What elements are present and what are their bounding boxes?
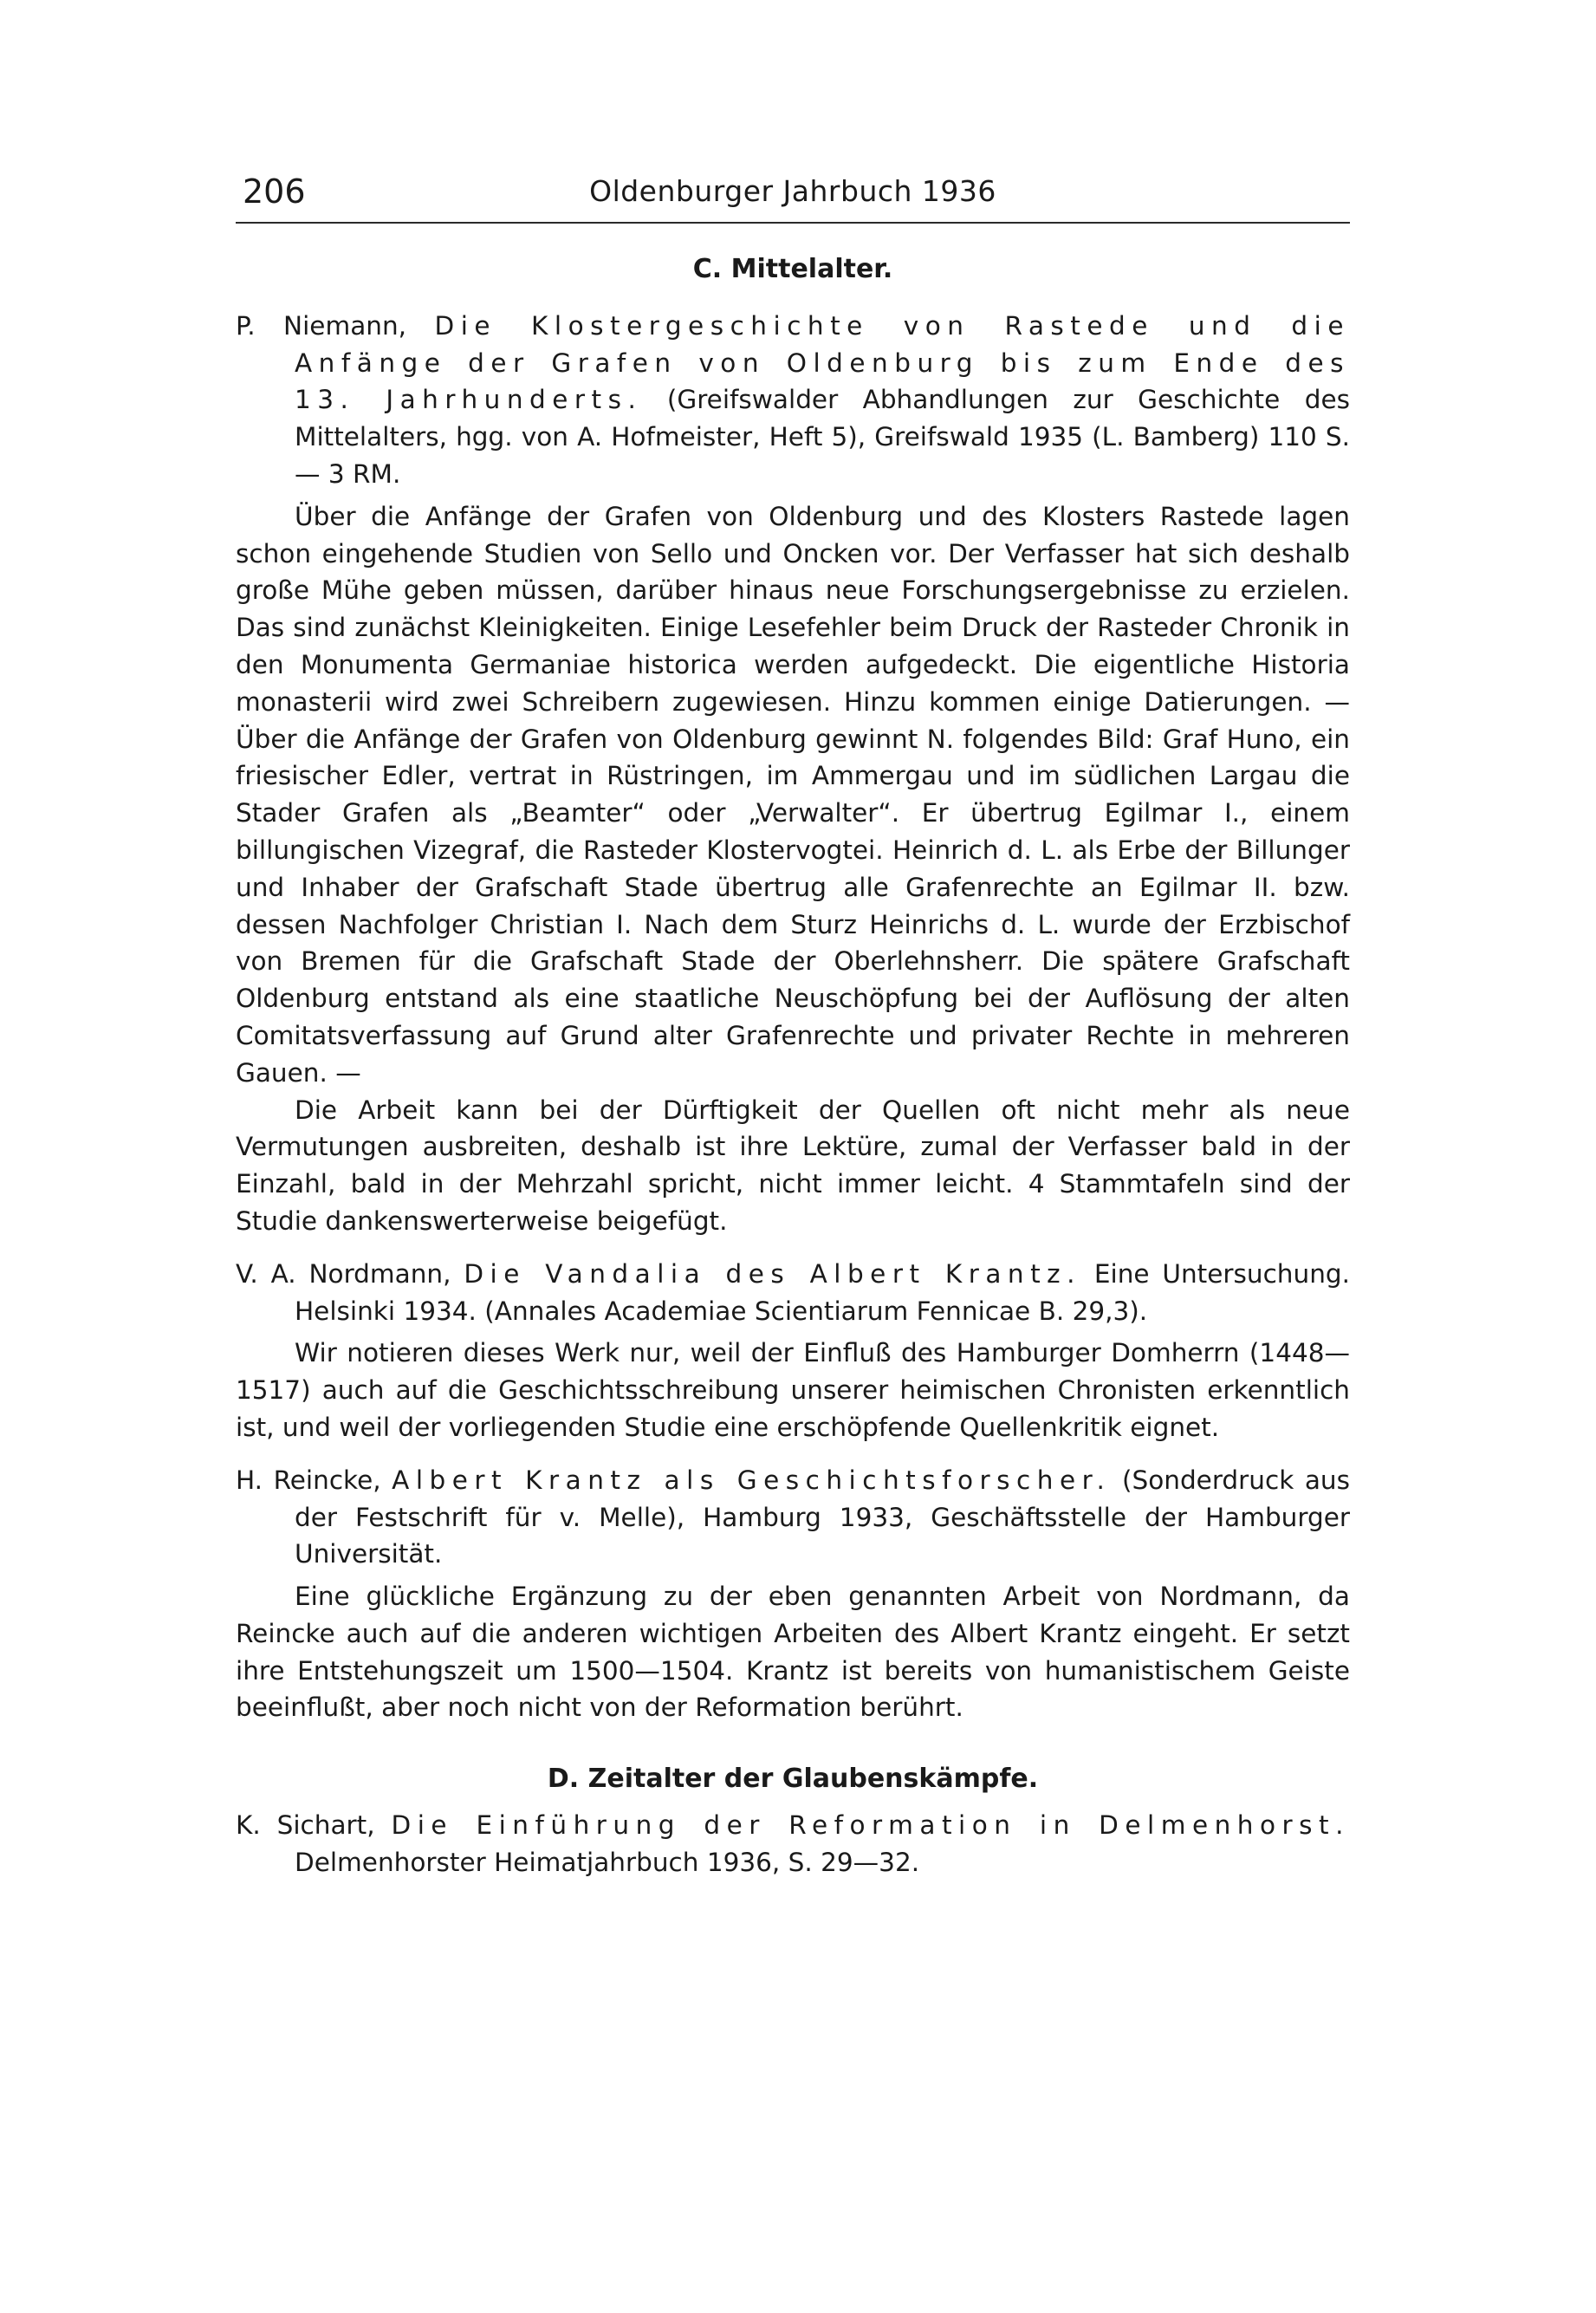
running-title: Oldenburger Jahrbuch 1936 — [589, 174, 996, 208]
entry-author: K. Sichart, — [236, 1810, 392, 1841]
bibliography-entry-reincke — [236, 1462, 1350, 1573]
entry-details: Eine Untersuchung. Helsinki 1934. (Annales Academiae Scientiarum Fennicae B. 29,3). — [295, 1258, 1350, 1326]
entry-title: Albert Krantz als Geschichtsforscher. — [392, 1465, 1112, 1495]
bibliography-entry-sichart — [236, 1807, 1350, 1881]
review-paragraph: Über die Anfänge der Grafen von Oldenburg und des Klosters Rastede lagen schon eingehende Studien von Sello und Oncken vor. Der Verfasser hat sich deshalb große Mühe geben müssen, darüber hinaus neue Forschungsergebnisse zu erzielen. Das sind zunächst Kleinigkeiten. Einige Lesefehler beim Druck der Rasteder Chronik in den Monumenta Germaniae historica werden aufgedeckt. Die eigentliche Historia monasterii wird zwei Schreibern zugewiesen. Hinzu kommen einige Datierungen. — Über die Anfänge der Grafen von Oldenburg gewinnt N. folgendes Bild: Graf Huno, ein friesischer Edler, vertrat in Rüstringen, im Ammergau und im südlichen Largau die Stader Grafen als „Beamter“ oder „Verwalter“. Er übertrug Egilmar I., einem billungischen Vizegraf, die Rasteder Klostervogtei. Heinrich d. L. als Erbe der Billunger und Inhaber der Grafschaft Stade übertrug alle Grafenrechte an Egilmar II. bzw. dessen Nachfolger Christian I. Nach dem Sturz Heinrichs d. L. wurde der Erzbischof von Bremen für die Grafschaft Stade der Oberlehnsherr. Die spätere Grafschaft Oldenburg entstand als eine staatliche Neuschöpfung bei der Auflösung der alten Comitatsverfassung auf Grund alter Grafenrechte und privater Rechte in mehreren Gauen. — — [236, 501, 1350, 1088]
review-paragraph: Die Arbeit kann bei der Dürftigkeit der Quellen oft nicht mehr als neue Vermutungen ausbreiten, deshalb ist ihre Lektüre, zumal der Verfasser bald in der Einzahl, bald in der Mehrzahl spricht, nicht immer leicht. 4 Stammtafeln sind der Studie dankenswerterweise beigefügt. — [236, 1095, 1350, 1236]
section-heading-glaubenskaempfe: D. Zeitalter der Glaubenskämpfe. — [547, 1764, 1039, 1795]
review-paragraph: Eine glückliche Ergänzung zu der eben genannten Arbeit von Nordmann, da Reincke auch auf die anderen wichtigen Arbeiten des Albert Krantz eingeht. Er setzt ihre Entstehungszeit um 1500—1504. Krantz ist bereits von humanistischem Geiste beeinflußt, aber noch nicht von der Reformation berührt. — [236, 1582, 1350, 1723]
page-header — [236, 170, 1350, 224]
entry-title: Die Klostergeschichte von Rastede und die Anfänge der Grafen von Oldenburg bis zum Ende des 13. Jahrhunderts. — [295, 310, 1350, 415]
entry-details: (Greifswalder Abhandlungen zur Geschichte des Mittelalters, hgg. von A. Hofmeister, Heft 5), Greifswald 1935 (L. Bamberg) 110 S. — 3 RM. — [295, 385, 1350, 489]
entry-title: Die Vandalia des Albert Krantz. — [464, 1258, 1082, 1289]
page-body — [236, 251, 1350, 1887]
entry-author: P. Niemann, — [236, 310, 435, 341]
entry-author: H. Reincke, — [236, 1465, 393, 1495]
section-heading-mittelalter: C. Mittelalter. — [692, 254, 893, 284]
bibliography-entry-niemann — [236, 308, 1350, 493]
bibliography-entry-nordmann — [236, 1256, 1350, 1330]
entry-details: Delmenhorster Heimatjahrbuch 1936, S. 29—32. — [295, 1847, 920, 1877]
page-number: 206 — [243, 172, 306, 211]
review-paragraph: Wir notieren dieses Werk nur, weil der Einfluß des Hamburger Domherrn (1448—1517) auch auf die Geschichtsschreibung unserer heimischen Chronisten erkenntlich ist, und weil der vorliegenden Studie eine erschöpfende Quellenkritik eignet. — [236, 1338, 1350, 1442]
entry-title: Die Einführung der Reformation in Delmenhorst. — [391, 1810, 1350, 1841]
entry-author: V. A. Nordmann, — [236, 1258, 464, 1289]
entry-details: (Sonderdruck aus der Festschrift für v. Melle), Hamburg 1933, Geschäftsstelle der Hamburger Universität. — [295, 1465, 1350, 1569]
